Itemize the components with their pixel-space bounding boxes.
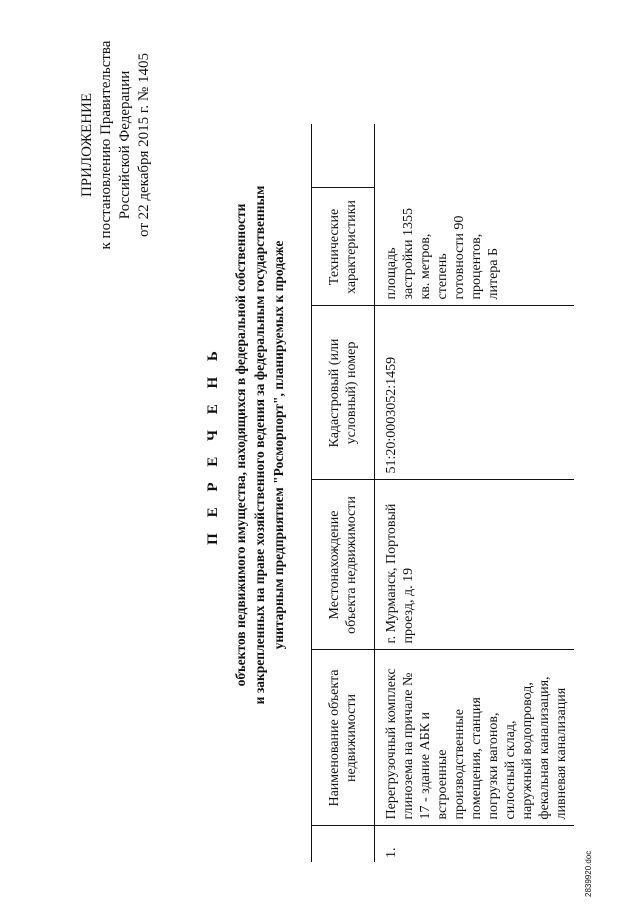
row-tech: площадь застройки 1355 кв. метров, степень готовности 90 процентов, литера Б — [375, 188, 575, 306]
property-table — [311, 124, 574, 862]
header-number — [312, 826, 375, 862]
row-name: Перегрузочный комплекс глинозема на причале № 17 - здание АБК и встроенные производственные помещения, станция погрузки вагонов, силосный склад, наружный водопровод, фекальная канализация, ливневая канализация — [375, 650, 575, 826]
document-id: 2839920.doc — [584, 850, 593, 897]
header-location: Местонахождение объекта недвижимости — [312, 480, 375, 650]
row-number: 1. — [384, 847, 399, 858]
appendix-title: ПРИЛОЖЕНИЕ — [79, 92, 95, 198]
row-location: г. Мурманск, Портовый проезд, д. 19 — [375, 480, 575, 650]
heading-title: П Е Р Е Ч Е Н Ь — [205, 345, 221, 545]
table-row — [375, 124, 575, 862]
header-cadastral: Кадастровый (или условный) номер — [312, 306, 375, 480]
table-header-row — [312, 124, 375, 862]
row-cadastral: 51:20:0003052:1459 — [375, 306, 575, 480]
appendix-line-1: к постановлению Правительства — [98, 40, 114, 250]
header-tech: Технические характеристики — [312, 188, 375, 306]
appendix-line-3: от 22 декабря 2015 г. № 1405 — [136, 53, 152, 237]
row-blank — [375, 124, 575, 188]
appendix-block — [78, 25, 154, 265]
header-blank — [312, 124, 375, 188]
header-name: Наименование объекта недвижимости — [312, 650, 375, 826]
document-heading — [205, 125, 288, 765]
heading-line-2: и закрепленных на праве хозяйственного ведения за федеральным государственным — [252, 185, 267, 705]
appendix-line-2: Российской Федерации — [117, 70, 133, 220]
heading-line-3: унитарным предприятием "Росморпорт", планируемых к продаже — [271, 240, 286, 650]
heading-line-1: объектов недвижимого имущества, находящихся в федеральной собственности — [233, 203, 248, 687]
